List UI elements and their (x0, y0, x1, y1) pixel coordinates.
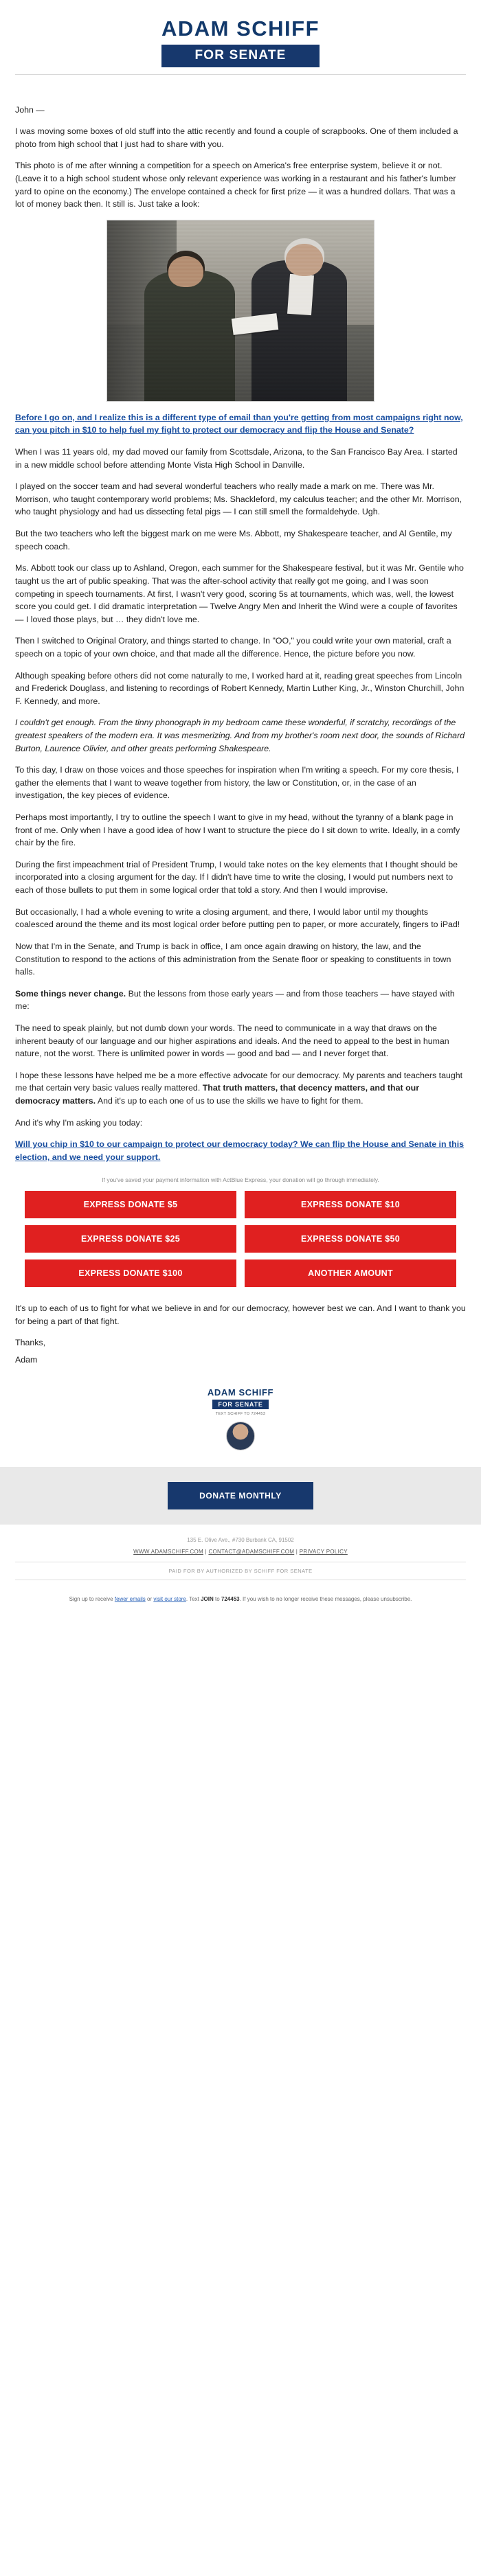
paragraph-with-bold-lead (15, 988, 466, 1013)
paragraph: This photo is of me after winning a competition for a speech on America's free enterprise system, believe it or not. (Leave it to a high school student whose only relevant experience was working in a restaurant and his father's lumber yard to opine on the economy.) The envelope contained a check for first prize — it was a hundred dollars. That was a lot of money back then. It still is. Just take a look: (15, 161, 456, 209)
paragraph: Then I switched to Original Oratory, and things started to change. In "OO," you could write your own material, craft a speech on a topic of your own choice, and that made all the difference. Hence, the picture before you now. (15, 636, 451, 659)
footer-address: 135 E. Olive Ave., #730 Burbank CA, 91502 (187, 1537, 294, 1544)
footer-sep-2: | (295, 1549, 298, 1555)
footer-privacy-link[interactable]: PRIVACY POLICY (299, 1549, 348, 1555)
donate-button-grid (15, 1191, 466, 1287)
scrapbook-photo (15, 220, 466, 402)
signature-card-wrap (0, 1375, 481, 1460)
photo-grain-overlay (107, 220, 374, 401)
bold-lead-rest: But the lessons from those early years — and from those teachers — have stayed with me: (15, 988, 455, 1012)
paragraph: Although speaking before others did not come naturally to me, I worked hard at it, reading great speeches from Lincoln and Frederick Douglass, and listening to recordings of Robert Kennedy, Martin Luther King, Jr., Winston Churchill, John F. Kennedy, and more. (15, 670, 465, 706)
paragraph: But the two teachers who left the biggest mark on me were Ms. Abbott, my Shakespeare teacher, and Al Gentile, my speech coach. (15, 529, 452, 551)
express-donate-disclaimer: If you've saved your payment information with ActBlue Express, your donation will go through immediately. (102, 1176, 379, 1184)
paid-for-disclaimer: PAID FOR BY AUTHORIZED BY SCHIFF FOR SENATE (15, 1562, 466, 1580)
closing-bold: That truth matters, that decency matters, and that our democracy matters. (15, 1083, 420, 1106)
monthly-donate-bar (0, 1467, 481, 1525)
closing-plain: I hope these lessons have helped me be a more effective advocate for our democracy. My parents and teachers taught me that certain very basic values really mattered. (15, 1070, 463, 1093)
signature-logo-sub: FOR SENATE (212, 1400, 268, 1409)
email-footer (0, 1525, 481, 1587)
paragraph: I was moving some boxes of old stuff into the attic recently and found a couple of scrapbooks. One of them included a photo from high school that I just had to share with you. (15, 126, 458, 149)
footer-website-link[interactable]: WWW.ADAMSCHIFF.COM (133, 1549, 203, 1555)
another-amount-button[interactable]: ANOTHER AMOUNT (245, 1259, 456, 1287)
photo-frame (107, 220, 374, 402)
paragraph: When I was 11 years old, my dad moved our family from Scottsdale, Arizona, to the San Francisco Bay Area. I started in a new middle school before attending Monte Vista High School in Danville. (15, 447, 458, 470)
letter-body (0, 87, 481, 1164)
signature-card (208, 1387, 273, 1450)
unsub-pre: Sign up to receive (69, 1596, 115, 1603)
express-donate-5-button[interactable]: EXPRESS DONATE $5 (25, 1191, 236, 1218)
footer-links (15, 1549, 466, 1555)
avatar (226, 1422, 255, 1450)
unsub-mid-1: or (145, 1596, 154, 1603)
donate-monthly-button[interactable]: DONATE MONTHLY (168, 1482, 313, 1509)
closing-tail: And it's up to each one of us to use the skills we have to fight for them. (96, 1096, 363, 1106)
unsub-join-keyword: JOIN (201, 1596, 214, 1603)
donate-cta-link-bottom[interactable]: Will you chip in $10 to our campaign to protect our democracy today? We can flip the House and Senate in this election, and we need your support. (15, 1139, 465, 1162)
donate-cta-link-top[interactable]: Before I go on, and I realize this is a different type of email than you're getting from most campaigns right now, can you pitch in $10 to help fuel my fight to protect our democracy and flip the House and Senate? (15, 412, 463, 435)
signoff-name: Adam (15, 1354, 38, 1365)
salutation: John — (15, 104, 45, 115)
letter-closing (0, 1291, 481, 1366)
unsub-mid-2: . Text (186, 1596, 201, 1603)
unsubscribe-block (0, 1587, 481, 1618)
header-divider (15, 74, 466, 75)
thanks-line: Thanks, (15, 1338, 46, 1348)
ask-line: And it's why I'm asking you today: (15, 1117, 143, 1128)
express-donate-10-button[interactable]: EXPRESS DONATE $10 (245, 1191, 456, 1218)
closing-paragraph (15, 1069, 466, 1108)
paragraph: Perhaps most importantly, I try to outline the speech I want to give in my head, without the tyranny of a blank page in front of me. Only when I have a good idea of how I want to structure the piece do I sit down to write. Ideally, in a comfy chair by the fire. (15, 812, 460, 848)
paragraph: The need to speak plainly, but not dumb down your words. The need to communicate in a way that draws on the inherent beauty of our language and our higher aspirations and ideals. And the need to appeal to the best in human nature, not the worst. There is unlimited power in words — good and bad — and I never forget that. (15, 1023, 449, 1059)
express-donate-25-button[interactable]: EXPRESS DONATE $25 (25, 1225, 236, 1253)
campaign-logo[interactable] (161, 18, 320, 67)
unsub-tail: . If you wish to no longer receive these messages, please unsubscribe. (239, 1596, 412, 1603)
paragraph: To this day, I draw on those voices and those speeches for inspiration when I'm writing a speech. For my core thesis, I gather the elements that I want to weave together from history, the law or Constitution, or, in the case of an investigation, the key pieces of evidence. (15, 765, 459, 801)
logo-candidate-name: ADAM SCHIFF (161, 16, 320, 41)
italic-paragraph: I couldn't get enough. From the tinny phonograph in my bedroom came these wonderful, if scratchy, recordings of the greatest speakers of the modern era. It was mesmerizing. And from my brother's room next door, the sounds of Richard Burton, Laurence Olivier, and other greats performing Shakespeare. (15, 718, 465, 753)
donate-section (0, 1172, 481, 1291)
email-header (0, 0, 481, 87)
unsub-mid-3: to (213, 1596, 221, 1603)
paragraph: During the first impeachment trial of President Trump, I would take notes on the key elements that I thought should be incorporated into a closing argument for the day. If I didn't have time to write the closing, I would put numbers next to each of those bullets to put them in some logical order that told a story. And then I would improvise. (15, 859, 458, 896)
final-paragraph: It's up to each of us to fight for what we believe in and for our democracy, however best we can. And I want to thank you for being a part of that fight. (15, 1303, 466, 1326)
fewer-emails-link[interactable]: fewer emails (114, 1596, 146, 1603)
express-donate-100-button[interactable]: EXPRESS DONATE $100 (25, 1259, 236, 1287)
bold-lead: Some things never change. (15, 988, 126, 999)
paragraph: I played on the soccer team and had several wonderful teachers who really made a mark on me. There was Mr. Morrison, who taught contemporary world problems; Ms. Shackleford, my calculus teacher; and the other Mr. Morrison, who taught physiology and had us dissecting fetal pigs — I can still smell the formaldehyde. Ugh. (15, 481, 462, 517)
visit-store-link[interactable]: visit our store (153, 1596, 186, 1603)
paragraph: But occasionally, I had a whole evening to write a closing argument, and there, I would labor until my thoughts coalesced around the theme and its most logical order before putting pen to paper, or more accurately, fingers to iPad! (15, 907, 460, 930)
signature-tagline: TEXT SCHIFF TO 724453 (215, 1412, 266, 1417)
footer-sep-1: | (205, 1549, 207, 1555)
paragraph: Now that I'm in the Senate, and Trump is back in office, I am once again drawing on history, the law, and the Constitution to respond to the actions of this administration from the Senate floor or speaking to constituents in town halls. (15, 941, 451, 977)
footer-email-link[interactable]: CONTACT@ADAMSCHIFF.COM (208, 1549, 295, 1555)
paragraph: Ms. Abbott took our class up to Ashland, Oregon, each summer for the Shakespeare festival, but it was Mr. Gentile who taught us the art of public speaking. That was the after-school activity that really got me going, and I was soon competing in speech tournaments. At first, I wasn't very good, scoring 5s at tournaments, which was, well, the lowest score you could get. I did dramatic interpretation — Twelve Angry Men and Inherit the Wind were a couple of favorites — I loved those plays, but … they didn't love me. (15, 563, 464, 624)
logo-for-senate: FOR SENATE (161, 45, 320, 67)
express-donate-50-button[interactable]: EXPRESS DONATE $50 (245, 1225, 456, 1253)
unsub-shortcode: 724453 (221, 1596, 240, 1603)
signature-logo-name: ADAM SCHIFF (207, 1387, 274, 1398)
